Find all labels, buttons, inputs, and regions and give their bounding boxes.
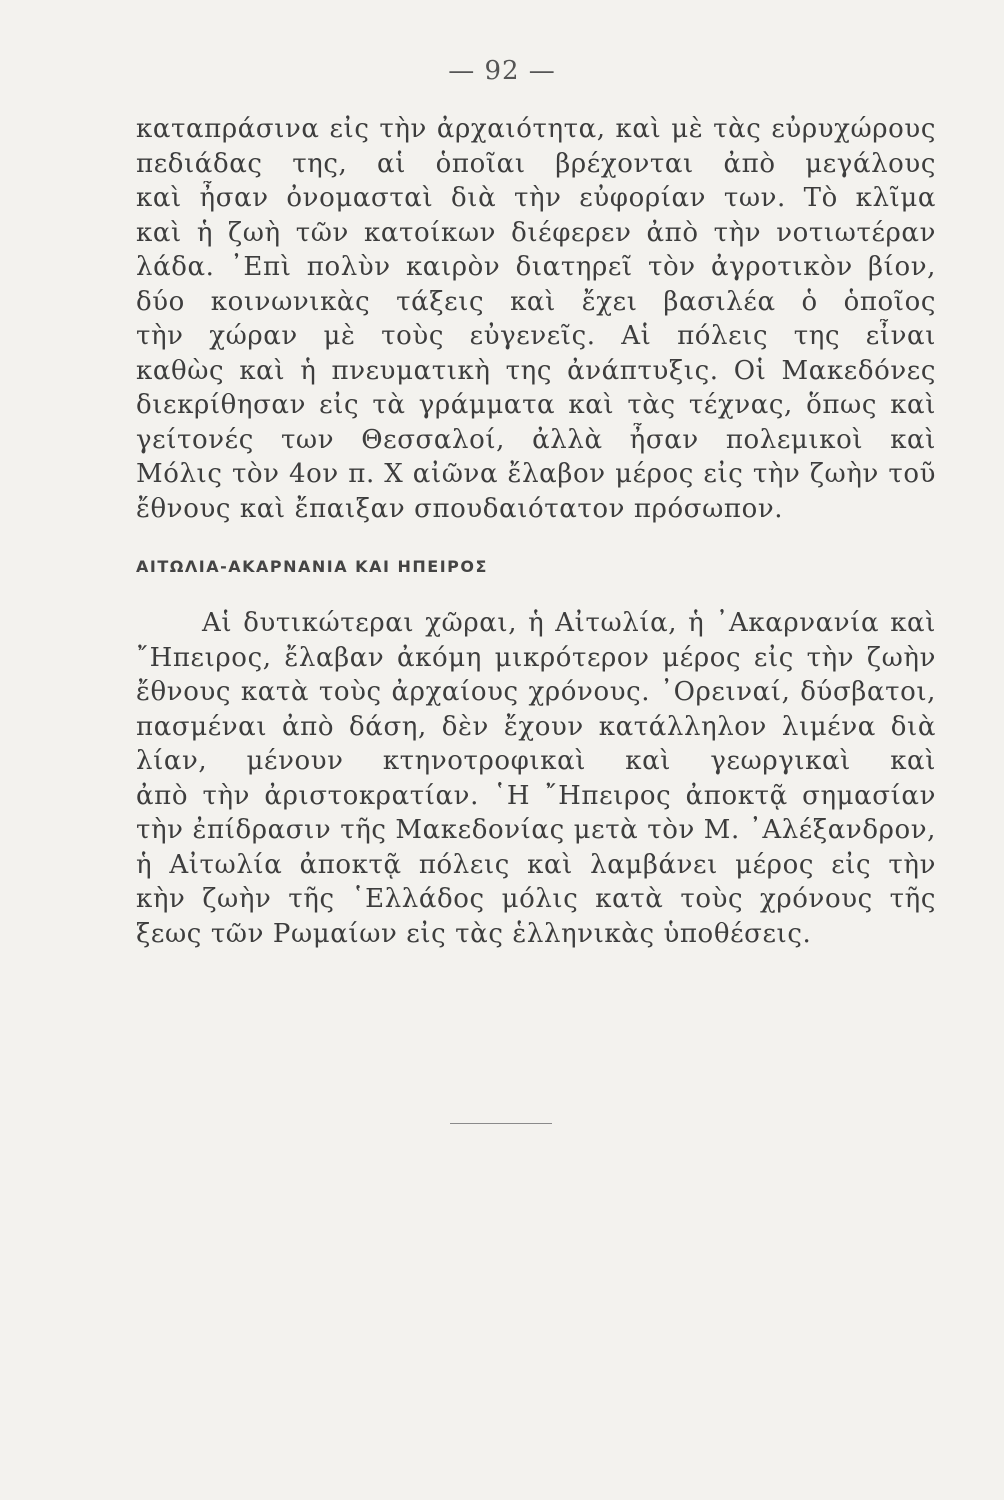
text-line: Αἱ δυτικώτεραι χῶραι, ἡ Αἰτωλία, ἡ ᾿Ακαρνανία καὶ (202, 608, 936, 638)
text-line: καταπράσινα εἰς τὴν ἀρχαιότητα, καὶ μὲ τὰς εὐρυχώρους (136, 114, 936, 144)
text-line: πεδιάδας της, αἱ ὁποῖαι βρέχονται ἀπὸ μεγάλους (136, 148, 936, 179)
text-line: καὶ ἡ ζωὴ τῶν κατοίκων διέφερεν ἀπὸ τὴν νοτιωτέραν (136, 217, 936, 248)
text-line: ἔθνους καὶ ἔπαιξαν σπουδαιότατον πρόσωπον. (136, 493, 784, 524)
text-line: ἡ Αἰτωλία ἀποκτᾷ πόλεις καὶ λαμβάνει μέρος εἰς τὴν (136, 849, 936, 880)
text-line: Μόλις τὸν 4ον π. Χ αἰῶνα ἔλαβον μέρος εἰς τὴν ζωὴν τοῦ (136, 459, 936, 489)
text-line: ἔθνους κατὰ τοὺς ἀρχαίους χρόνους. ᾿Ορειναί, δύσβατοι, (136, 677, 936, 707)
text-line: καὶ ἦσαν ὀνομασταὶ διὰ τὴν εὐφορίαν των. Τὸ κλῖμα (136, 183, 936, 213)
text-line: ῎Ηπειρος, ἔλαβαν ἀκόμη μικρότερον μέρος εἰς τὴν ζωὴν (136, 642, 936, 673)
end-rule (450, 1123, 552, 1124)
paragraph-macedonia (136, 112, 936, 526)
text-line: γείτονές των Θεσσαλοί, ἀλλὰ ἦσαν πολεμικοὶ καὶ (136, 424, 936, 455)
text-line: κὴν ζωὴν τῆς ῾Ελλάδος μόλις κατὰ τοὺς χρόνους τῆς (136, 884, 936, 914)
text-line: λάδα. ᾿Επὶ πολὺν καιρὸν διατηρεῖ τὸν ἀγροτικὸν βίον, (136, 252, 936, 282)
text-line: τὴν ἐπίδρασιν τῆς Μακεδονίας μετὰ τὸν Μ. ᾿Αλέξανδρον, (136, 815, 936, 845)
text-line: ἀπὸ τὴν ἀριστοκρατίαν. ῾Η ῎Ηπειρος ἀποκτᾷ σημασίαν (136, 780, 936, 811)
text-line: καθὼς καὶ ἡ πνευματικὴ της ἀνάπτυξις. Οἱ Μακεδόνες (136, 355, 936, 386)
paragraph-aetolia-acarnania-epirus (136, 606, 936, 951)
page-number: — 92 — (448, 56, 556, 86)
text-line: δύο κοινωνικὰς τάξεις καὶ ἔχει βασιλέα ὁ ὁποῖος (136, 286, 936, 317)
text-line: πασμέναι ἀπὸ δάση, δὲν ἔχουν κατάλληλον λιμένα διὰ (136, 711, 936, 742)
text-line: τὴν χώραν μὲ τοὺς εὐγενεῖς. Αἱ πόλεις της εἶναι (136, 321, 936, 351)
text-line: λίαν, μένουν κτηνοτροφικαὶ καὶ γεωργικαὶ καὶ (136, 746, 936, 776)
text-line: ξεως τῶν Ρωμαίων εἰς τὰς ἑλληνικὰς ὑποθέσεις. (136, 918, 812, 949)
section-heading: ΑΙΤΩΛΙΑ-ΑΚΑΡΝΑΝΙΑ ΚΑΙ ΗΠΕΙΡΟΣ (136, 557, 488, 576)
text-line: διεκρίθησαν εἰς τὰ γράμματα καὶ τὰς τέχνας, ὅπως καὶ (136, 390, 936, 420)
